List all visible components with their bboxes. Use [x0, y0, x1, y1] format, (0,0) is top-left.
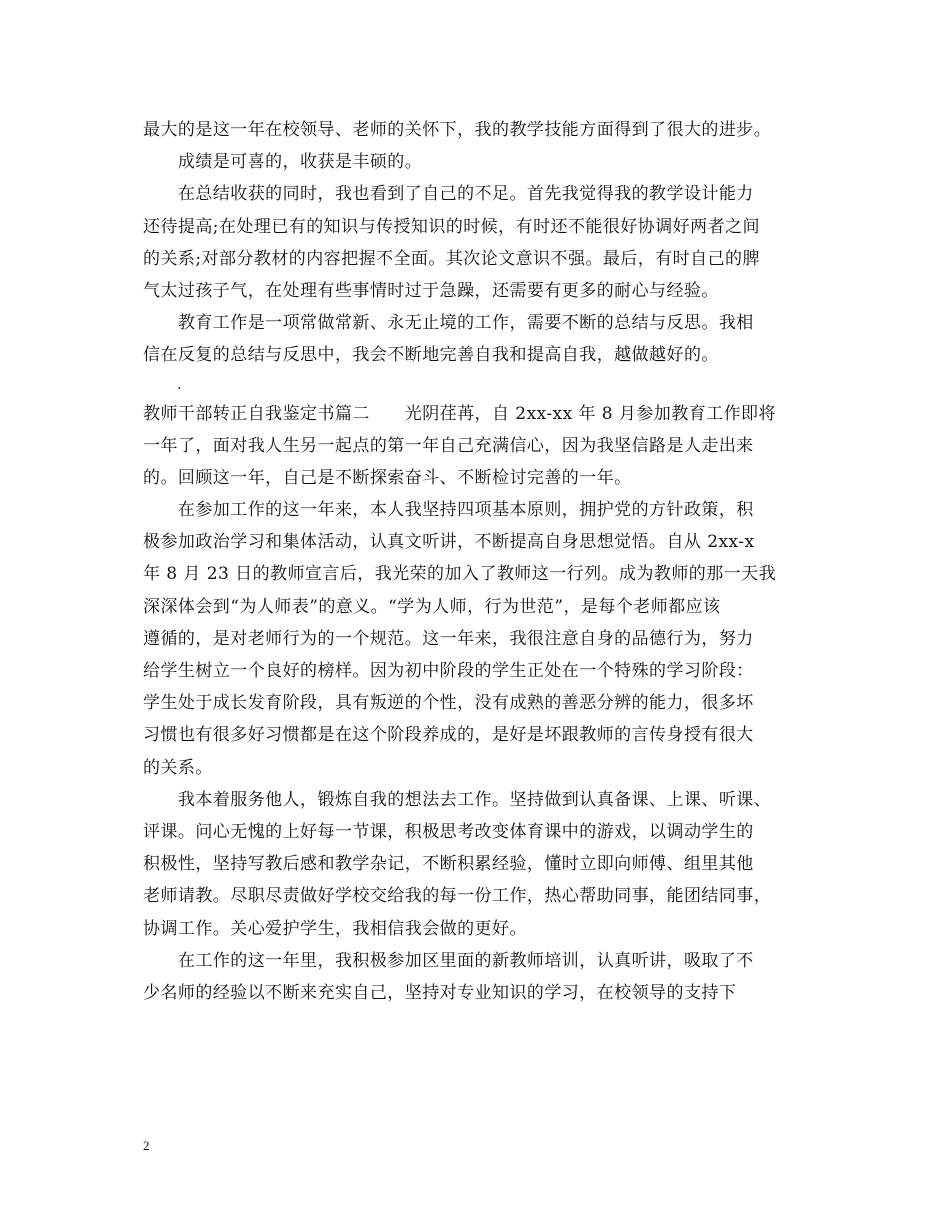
text-line: 教育工作是一项常做常新、永无止境的工作，需要不断的总结与反思。我相 [143, 313, 754, 334]
text-line: 在参加工作的这一年来，本人我坚持四项基本原则，拥护党的方针政策，积 [143, 500, 754, 521]
text-line: 我本着服务他人，锻炼自我的想法去工作。坚持做到认真备课、上课、听课、 [143, 789, 772, 810]
text-line: 的。回顾这一年，自己是不断探索奋斗、不断检讨完善的一年。 [143, 467, 632, 488]
text-line: 在工作的这一年里，我积极参加区里面的新教师培训，认真听讲，吸取了不 [143, 950, 754, 971]
text-line: 极参加政治学习和集体活动，认真文听讲，不断提高自身思想觉悟。自从 2xx-x [143, 532, 755, 553]
text-line: 气太过孩子气，在处理有些事情时过于急躁，还需要有更多的耐心与经验。 [143, 280, 719, 301]
text-line: 老师请教。尽职尽责做好学校交给我的每一份工作，热心帮助同事，能团结同事， [143, 886, 772, 907]
text-line: 的关系。 [143, 757, 213, 778]
text-line: 还待提高;在处理已有的知识与传授知识的时候，有时还不能很好协调好两者之间 [143, 216, 760, 237]
text-line: 在总结收获的同时，我也看到了自己的不足。首先我觉得我的教学设计能力 [143, 184, 754, 205]
document-body [143, 114, 818, 1009]
text-line: 给学生树立一个良好的榜样。因为初中阶段的学生正处在一个特殊的学习阶段： [143, 661, 754, 681]
separator-dot: . [177, 376, 182, 393]
section-heading-line: 教师干部转正自我鉴定书篇二 光阴荏苒，自 2xx-xx 年 8 月参加教育工作即将 [143, 403, 776, 424]
text-line: 评课。问心无愧的上好每一节课，积极思考改变体育课中的游戏，以调动学生的 [143, 821, 754, 842]
text-line: 遵循的，是对老师行为的一个规范。这一年来，我很注意自身的品德行为，努力 [143, 628, 754, 649]
page-number: 2 [143, 1138, 150, 1153]
text-line: 最大的是这一年在校领导、老师的关怀下，我的教学技能方面得到了很大的进步。 [143, 120, 772, 140]
text-line: 一年了，面对我人生另一起点的第一年自己充满信心，因为我坚信路是人走出来 [143, 435, 754, 456]
text-line: 年 8 月 23 日的教师宣言后，我光荣的加入了教师这一行列。成为教师的那一天我 [143, 564, 777, 585]
text-line: 学生处于成长发育阶段，具有叛逆的个性，没有成熟的善恶分辨的能力，很多坏 [143, 693, 754, 714]
text-line: 深深体会到“为人师表”的意义。“学为人师，行为世范”，是每个老师都应该 [143, 596, 721, 617]
text-line: 信在反复的总结与反思中，我会不断地完善自我和提高自我，越做越好的。 [143, 345, 719, 366]
text-line: 少名师的经验以不断来充实自己，坚持对专业知识的学习，在校领导的支持下 [143, 982, 737, 1003]
text-line: 成绩是可喜的，收获是丰硕的。 [143, 152, 423, 173]
text-line: 协调工作。关心爱护学生，我相信我会做的更好。 [143, 918, 527, 939]
text-line: 习惯也有很多好习惯都是在这个阶段养成的，是好是坏跟教师的言传身授有很大 [143, 725, 754, 746]
text-line: 的关系;对部分教材的内容把握不全面。其次论文意识不强。最后，有时自己的脾 [143, 248, 760, 269]
text-line: 积极性，坚持写教后感和教学杂记，不断积累经验，懂时立即向师傅、组里其他 [143, 854, 754, 875]
